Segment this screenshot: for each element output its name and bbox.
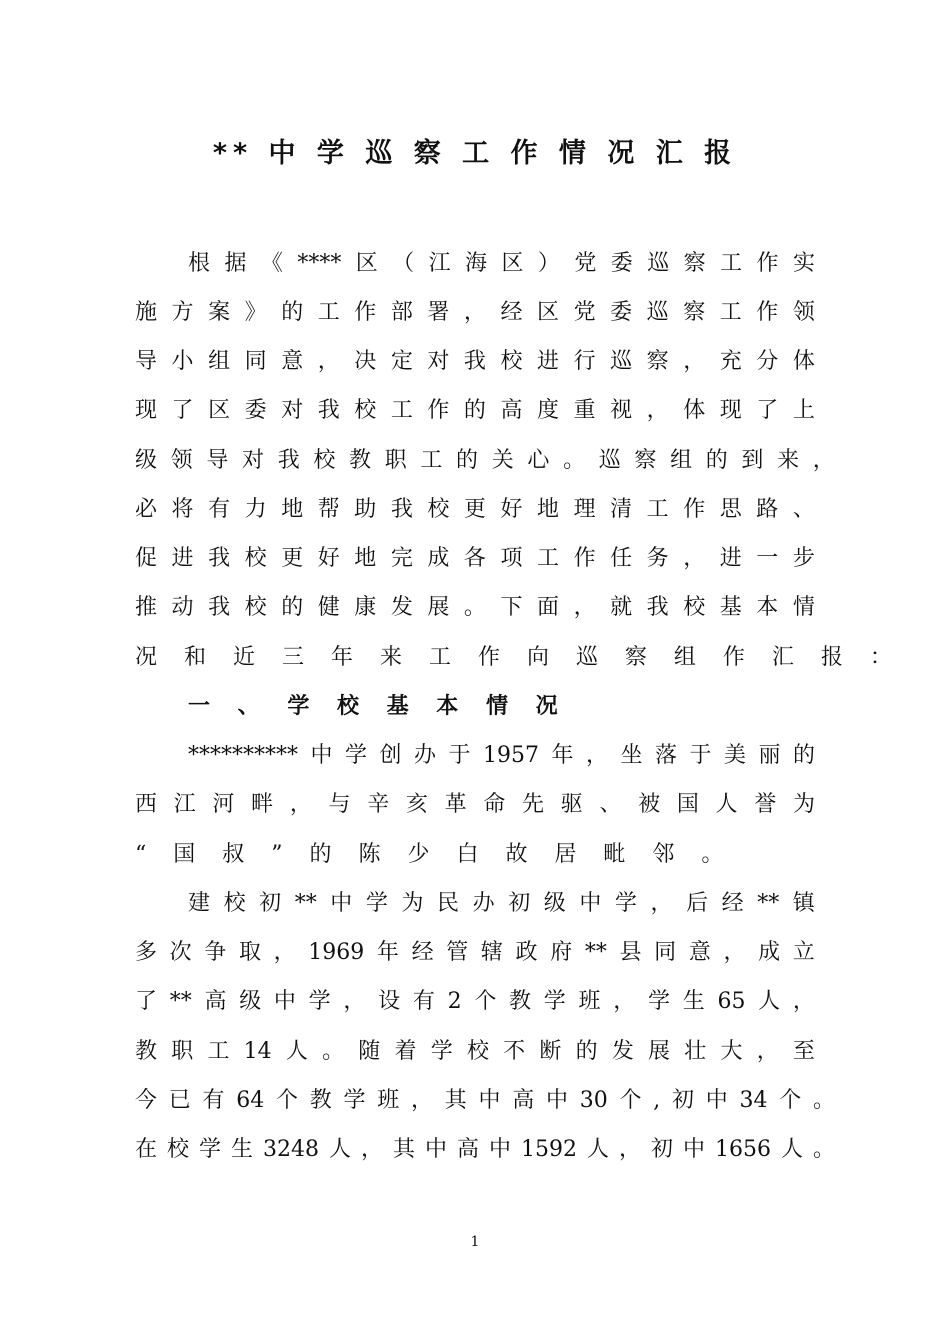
paragraph-line: 导 小 组 同 意 ， 决 定 对 我 校 进 行 巡 察 ， 充 分 体	[135, 349, 815, 374]
paragraph-line: 推 动 我 校 的 健 康 发 展 。 下 面 ， 就 我 校 基 本 情	[135, 595, 815, 620]
document-title: ** 中 学 巡 察 工 作 情 况 汇 报	[212, 138, 738, 169]
paragraph-line: 必 将 有 力 地 帮 助 我 校 更 好 地 理 清 工 作 思 路 、	[135, 497, 815, 522]
paragraph-line: 教 职 工 14 人 。 随 着 学 校 不 断 的 发 展 壮 大 ， 至	[135, 1039, 815, 1064]
paragraph-line: 促 进 我 校 更 好 地 完 成 各 项 工 作 任 务 ， 进 一 步	[135, 546, 815, 571]
paragraph-line: 施 方 案 》 的 工 作 部 署 ， 经 区 党 委 巡 察 工 作 领	[135, 300, 815, 325]
paragraph-line: 了 ** 高 级 中 学 ， 设 有 2 个 教 学 班 ， 学 生 65 人 ，	[135, 989, 815, 1014]
paragraph-line: 西 江 河 畔 ， 与 辛 亥 革 命 先 驱 、 被 国 人 誉 为	[135, 792, 815, 817]
paragraph-line: “ 国 叔 ” 的 陈 少 白 故 居 毗 邻 。	[135, 842, 734, 867]
paragraph-line: 根 据 《 **** 区 （ 江 海 区 ） 党 委 巡 察 工 作 实	[188, 251, 815, 276]
paragraph-line: ********** 中 学 创 办 于 1957 年 ， 坐 落 于 美 丽 的	[188, 743, 815, 768]
paragraph-line: 在 校 学 生 3248 人 ， 其 中 高 中 1592 人 ， 初 中 1656 人 。	[135, 1137, 835, 1162]
paragraph-line: 现 了 区 委 对 我 校 工 作 的 高 度 重 视 ， 体 现 了 上	[135, 398, 815, 423]
section-heading: 一 、 学 校 基 本 情 况	[188, 694, 568, 719]
paragraph-line: 今 已 有 64 个 教 学 班 ， 其 中 高 中 30 个 , 初 中 34 个 。	[135, 1088, 835, 1113]
paragraph-line: 况 和 近 三 年 来 工 作 向 巡 察 组 作 汇 报 ：	[135, 645, 902, 670]
paragraph-line: 多 次 争 取 ， 1969 年 经 管 辖 政 府 ** 县 同 意 ， 成 立	[135, 940, 815, 965]
paragraph-line: 建 校 初 ** 中 学 为 民 办 初 级 中 学 ， 后 经 ** 镇	[188, 891, 815, 916]
paragraph-line: 级 领 导 对 我 校 教 职 工 的 关 心 。 巡 察 组 的 到 来 ，	[135, 448, 835, 473]
page-number: 1	[470, 1234, 480, 1250]
